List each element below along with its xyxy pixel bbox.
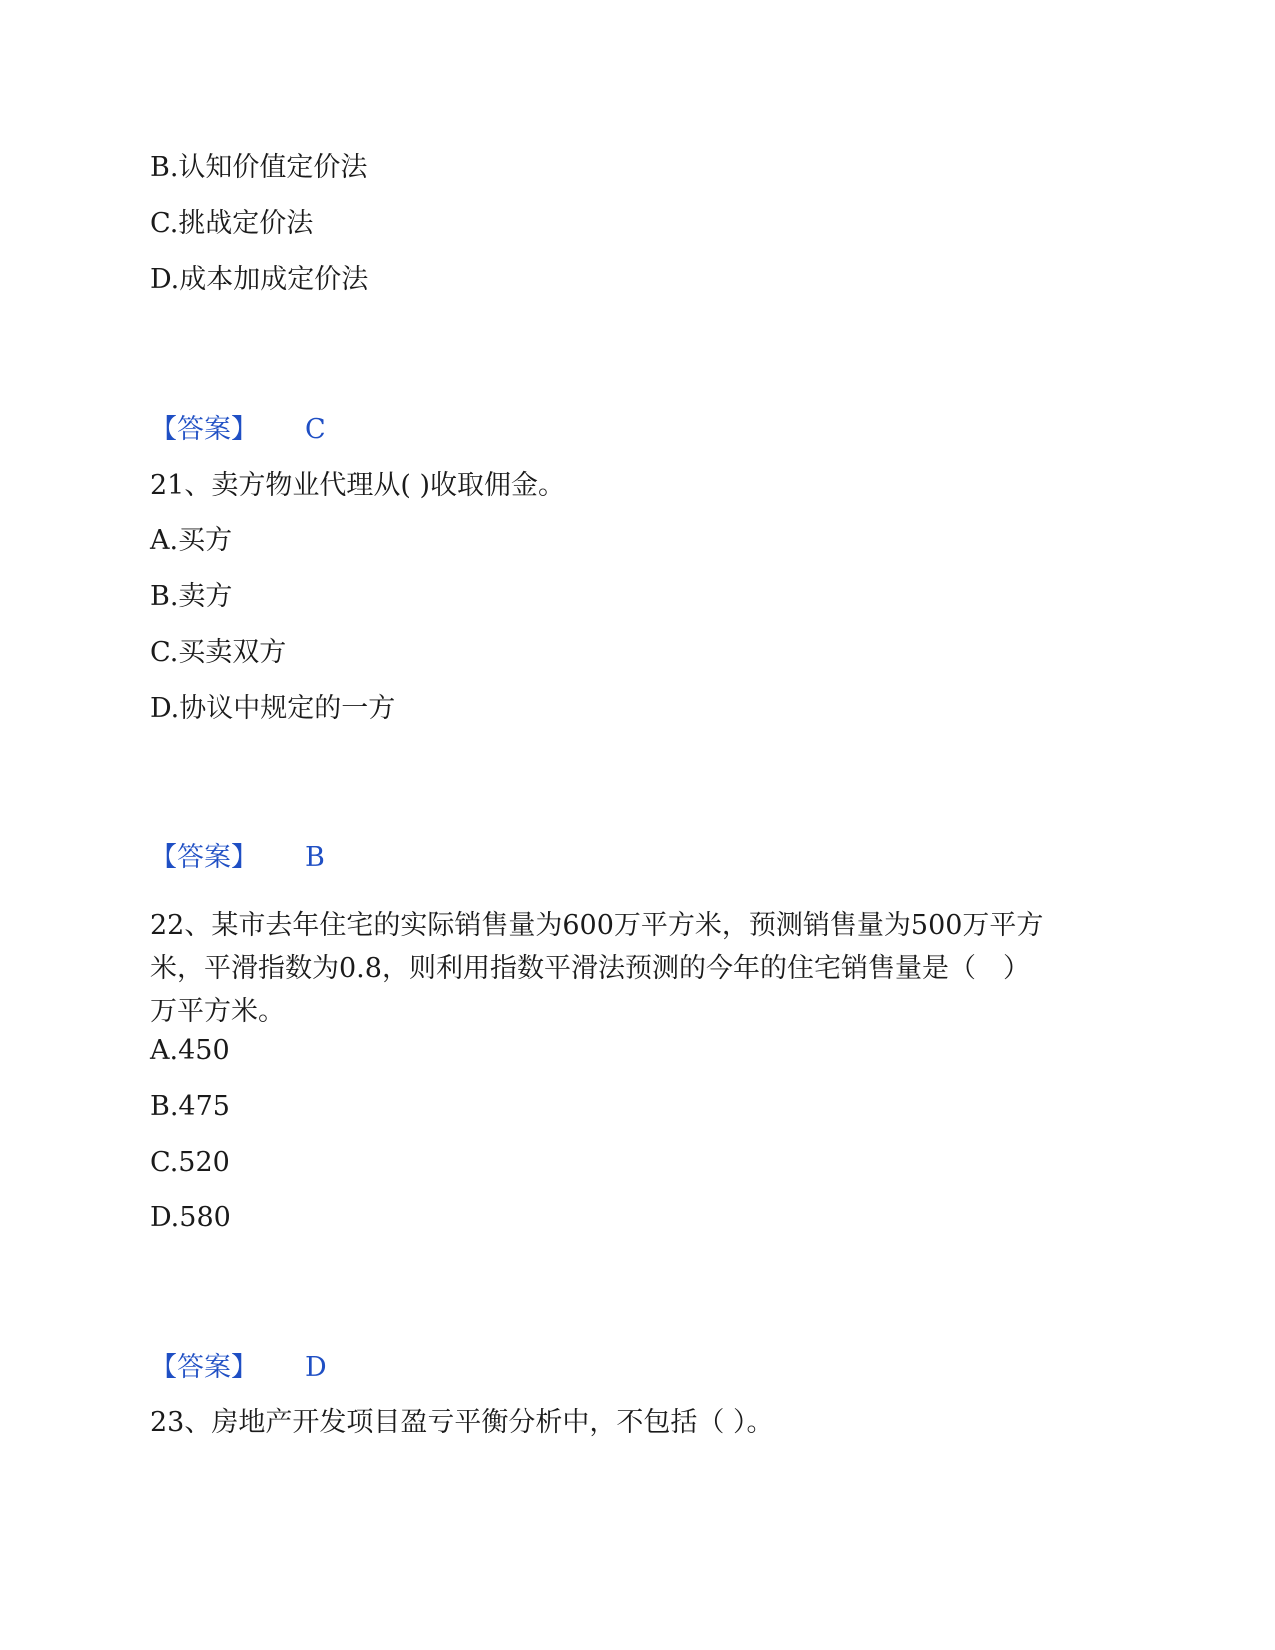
question-stem: 23、房地产开发项目盈亏平衡分析中，不包括（ ）。 bbox=[150, 1407, 774, 1438]
stem-line: 米，平滑指数为0.8，则利用指数平滑法预测的今年的住宅销售量是（ ） bbox=[150, 953, 1030, 984]
option-b: B.认知价值定价法 bbox=[150, 152, 368, 183]
stem-line: 22、某市去年住宅的实际销售量为600万平方米，预测销售量为500万平方 bbox=[150, 910, 1044, 941]
option-b: B.475 bbox=[150, 1091, 230, 1122]
option-c: C.买卖双方 bbox=[150, 637, 287, 668]
answer-label: 【答案】 bbox=[150, 414, 258, 445]
question-stem bbox=[150, 904, 1130, 1033]
answer-value: B bbox=[305, 842, 325, 873]
answer-label: 【答案】 bbox=[150, 1352, 258, 1383]
option-d: D.成本加成定价法 bbox=[150, 264, 369, 295]
option-b: B.卖方 bbox=[150, 581, 233, 612]
answer-value: D bbox=[305, 1352, 327, 1383]
option-c: C.520 bbox=[150, 1147, 230, 1178]
question-stem: 21、卖方物业代理从( )收取佣金。 bbox=[150, 470, 566, 501]
answer-row bbox=[150, 1348, 327, 1388]
option-d: D.580 bbox=[150, 1202, 231, 1233]
answer-row bbox=[150, 410, 326, 450]
stem-line: 万平方米。 bbox=[150, 996, 285, 1027]
answer-value: C bbox=[305, 414, 326, 445]
option-c: C.挑战定价法 bbox=[150, 208, 314, 239]
answer-row bbox=[150, 838, 325, 878]
answer-label: 【答案】 bbox=[150, 842, 258, 873]
option-a: A.买方 bbox=[150, 525, 233, 556]
option-a: A.450 bbox=[150, 1035, 230, 1066]
option-d: D.协议中规定的一方 bbox=[150, 693, 396, 724]
